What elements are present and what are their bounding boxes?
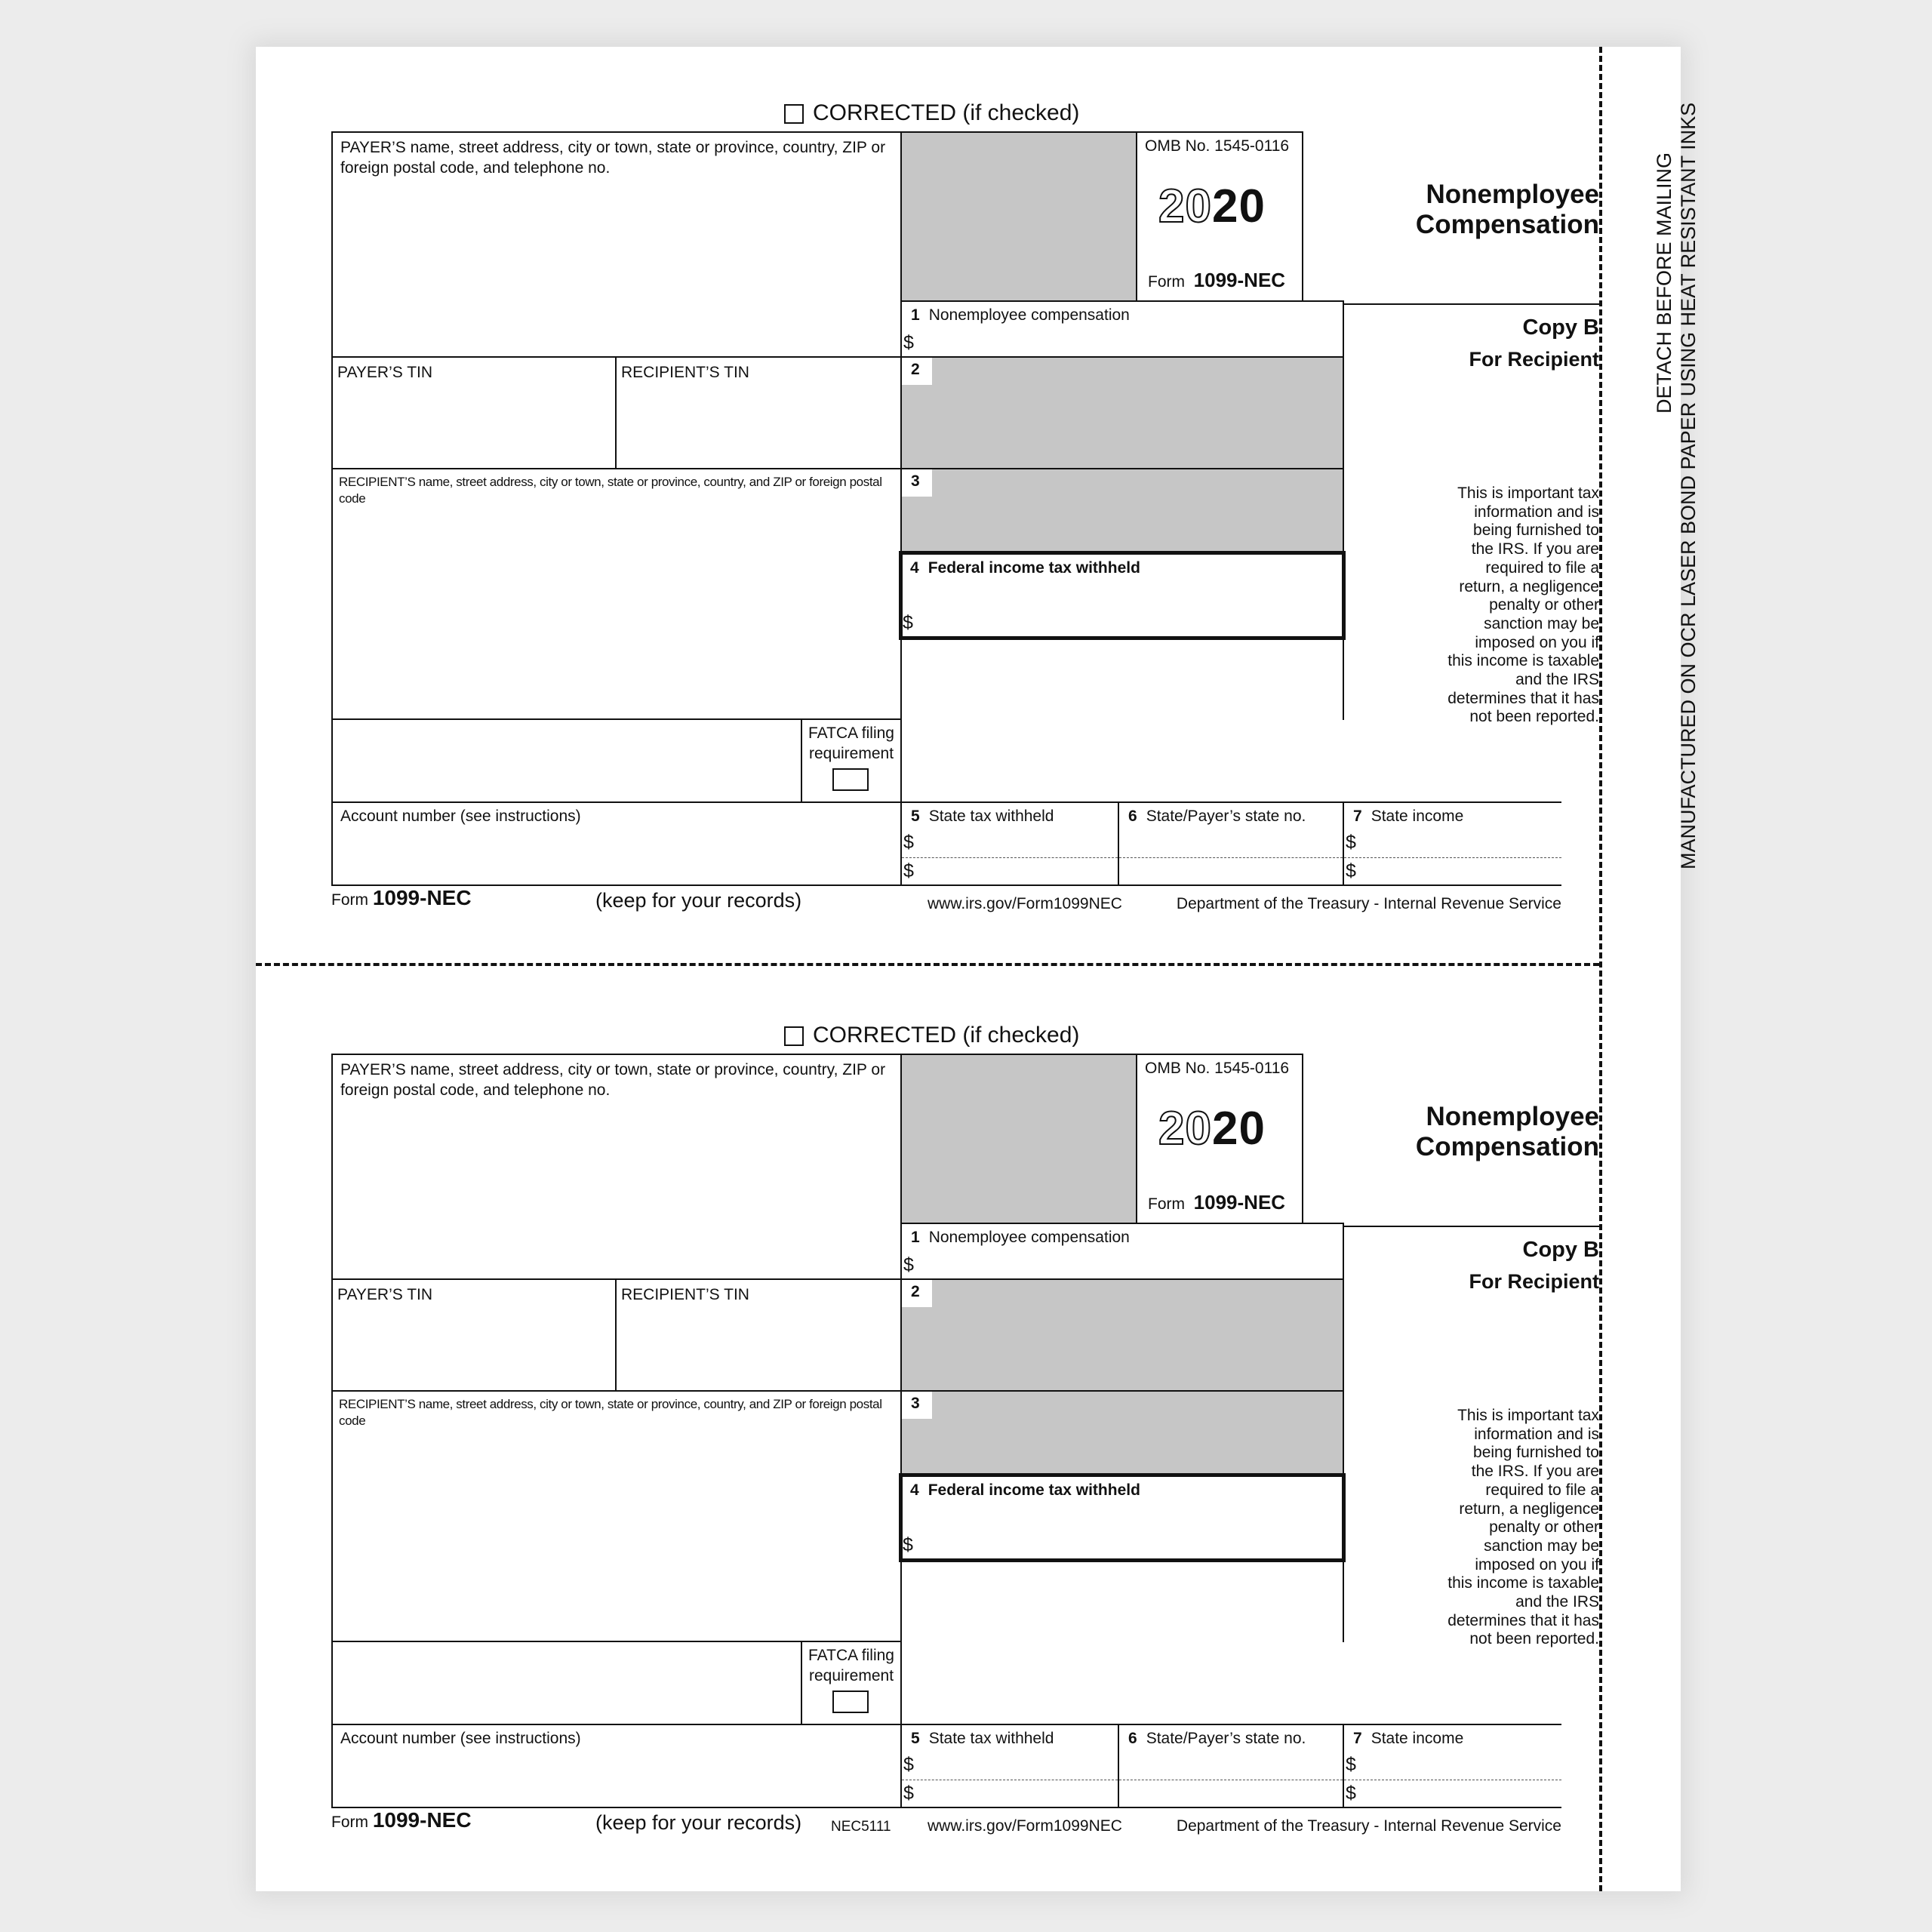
account-number-box[interactable] xyxy=(331,1724,902,1808)
blank-box-left xyxy=(331,1641,802,1725)
recipient-tin-box[interactable] xyxy=(615,356,902,469)
fatca-checkbox[interactable] xyxy=(832,1690,869,1713)
side-instructions xyxy=(1652,102,1705,869)
box7-state-income[interactable]: 7 State income $ $ xyxy=(1343,801,1561,886)
detach-notice: DETACH BEFORE MAILING xyxy=(1653,152,1675,414)
payer-name-label: PAYER’S name, street address, city or town, state or province, country, ZIP or foreign postal code, and telephone no. xyxy=(340,1061,886,1099)
recipient-name-label: RECIPIENT’S name, street address, city or town, state or province, country, and ZIP or foreign postal code xyxy=(339,1397,882,1428)
tax-year: 2020 xyxy=(1158,1103,1266,1155)
footer-website[interactable]: www.irs.gov/Form1099NEC xyxy=(928,895,1122,912)
recipient-name-label: RECIPIENT’S name, street address, city or town, state or province, country, and ZIP or foreign postal code xyxy=(339,475,882,506)
corrected-label: CORRECTED (if checked) xyxy=(813,100,1080,125)
corrected-checkbox[interactable] xyxy=(784,1026,804,1046)
payer-tin-box[interactable] xyxy=(331,1278,617,1392)
box1-nonemployee-compensation[interactable]: 1 Nonemployee compensation $ xyxy=(900,1223,1344,1280)
detach-line-vertical xyxy=(1599,47,1602,1891)
detach-line-horizontal xyxy=(256,963,1599,966)
footer-keep-records: (keep for your records) xyxy=(595,1811,802,1834)
form-sheet xyxy=(256,47,1700,1891)
fatca-checkbox[interactable] xyxy=(832,768,869,791)
corrected-checkbox-row[interactable] xyxy=(784,100,1080,125)
footer-form-id: Form 1099-NEC xyxy=(331,886,472,909)
omb-year-box xyxy=(1136,131,1303,302)
box1-nonemployee-compensation[interactable]: 1 Nonemployee compensation $ xyxy=(900,300,1344,358)
form-copy-bottom xyxy=(256,969,1599,1860)
payer-name-label: PAYER’S name, street address, city or town, state or province, country, ZIP or foreign postal code, and telephone no. xyxy=(340,139,886,177)
account-number-label: Account number (see instructions) xyxy=(340,1730,581,1747)
box5-state-tax-withheld[interactable]: 5 State tax withheld $ $ xyxy=(900,801,1119,886)
box7-state-income[interactable]: 7 State income $ $ xyxy=(1343,1724,1561,1808)
important-notice: This is important tax information and is being furnished to the IRS. If you are required to file a return, a negligence penalty or other sanction may be imposed on you if this income is taxable and the IRS determines that it has not been reported. xyxy=(1447,1407,1599,1648)
form-copy-top xyxy=(256,47,1599,937)
recipient-tin-label: RECIPIENT’S TIN xyxy=(621,1286,749,1303)
recipient-name-box[interactable] xyxy=(331,1390,902,1642)
account-number-box[interactable] xyxy=(331,801,902,886)
account-number-label: Account number (see instructions) xyxy=(340,808,581,825)
blank-box-left xyxy=(331,718,802,803)
footer-website[interactable]: www.irs.gov/Form1099NEC xyxy=(928,1817,1122,1835)
box3-reserved: 3 xyxy=(900,1390,1344,1475)
fatca-box: FATCA filing requirement xyxy=(801,718,902,803)
omb-number: OMB No. 1545-0116 xyxy=(1145,137,1290,155)
payer-tin-label: PAYER’S TIN xyxy=(337,364,433,381)
box4-federal-income-tax-withheld[interactable]: 4 Federal income tax withheld $ xyxy=(899,551,1346,640)
omb-number: OMB No. 1545-0116 xyxy=(1145,1060,1290,1077)
box6-state-payer-number[interactable]: 6 State/Payer’s state no. xyxy=(1118,1724,1344,1808)
footer-keep-records: (keep for your records) xyxy=(595,889,802,912)
omb-year-box xyxy=(1136,1054,1303,1224)
shaded-box-top xyxy=(900,131,1137,302)
blank-area-middle xyxy=(900,1561,1344,1642)
box6-state-payer-number[interactable]: 6 State/Payer’s state no. xyxy=(1118,801,1344,886)
important-notice: This is important tax information and is being furnished to the IRS. If you are required to file a return, a negligence penalty or other sanction may be imposed on you if this income is taxable and the IRS determines that it has not been reported. xyxy=(1447,485,1599,726)
copy-designation: Copy B For Recipient xyxy=(1343,1226,1599,1294)
form-title: Nonemployee Compensation xyxy=(1415,180,1599,239)
recipient-name-box[interactable] xyxy=(331,468,902,720)
footer-department: Department of the Treasury - Internal Revenue Service xyxy=(1176,1817,1561,1835)
tax-year: 2020 xyxy=(1158,180,1266,232)
fatca-box: FATCA filing requirement xyxy=(801,1641,902,1725)
shaded-box-top xyxy=(900,1054,1137,1224)
corrected-checkbox[interactable] xyxy=(784,104,804,124)
box4-federal-income-tax-withheld[interactable]: 4 Federal income tax withheld $ xyxy=(899,1473,1346,1562)
payer-tin-label: PAYER’S TIN xyxy=(337,1286,433,1303)
footer-department: Department of the Treasury - Internal Revenue Service xyxy=(1176,895,1561,912)
box2-reserved: 2 xyxy=(900,1278,1344,1392)
form-id: Form 1099-NEC xyxy=(1148,1191,1286,1214)
footer-product-code: NEC5111 xyxy=(831,1819,891,1835)
blank-area-middle xyxy=(900,638,1344,720)
box5-state-tax-withheld[interactable]: 5 State tax withheld $ $ xyxy=(900,1724,1119,1808)
payer-name-box[interactable] xyxy=(331,1054,902,1280)
corrected-label: CORRECTED (if checked) xyxy=(813,1023,1080,1048)
corrected-checkbox-row[interactable] xyxy=(784,1025,1079,1046)
box3-reserved: 3 xyxy=(900,468,1344,552)
recipient-tin-box[interactable] xyxy=(615,1278,902,1392)
payer-tin-box[interactable] xyxy=(331,356,617,469)
copy-designation: Copy B For Recipient xyxy=(1343,303,1599,371)
recipient-tin-label: RECIPIENT’S TIN xyxy=(621,364,749,381)
form-title: Nonemployee Compensation xyxy=(1415,1102,1599,1161)
payer-name-box[interactable] xyxy=(331,131,902,358)
footer-form-id: Form 1099-NEC xyxy=(331,1808,472,1832)
box2-reserved: 2 xyxy=(900,356,1344,469)
form-id: Form 1099-NEC xyxy=(1148,269,1286,291)
manufacturing-notice: MANUFACTURED ON OCR LASER BOND PAPER USING HEAT RESISTANT INKS xyxy=(1677,102,1700,869)
